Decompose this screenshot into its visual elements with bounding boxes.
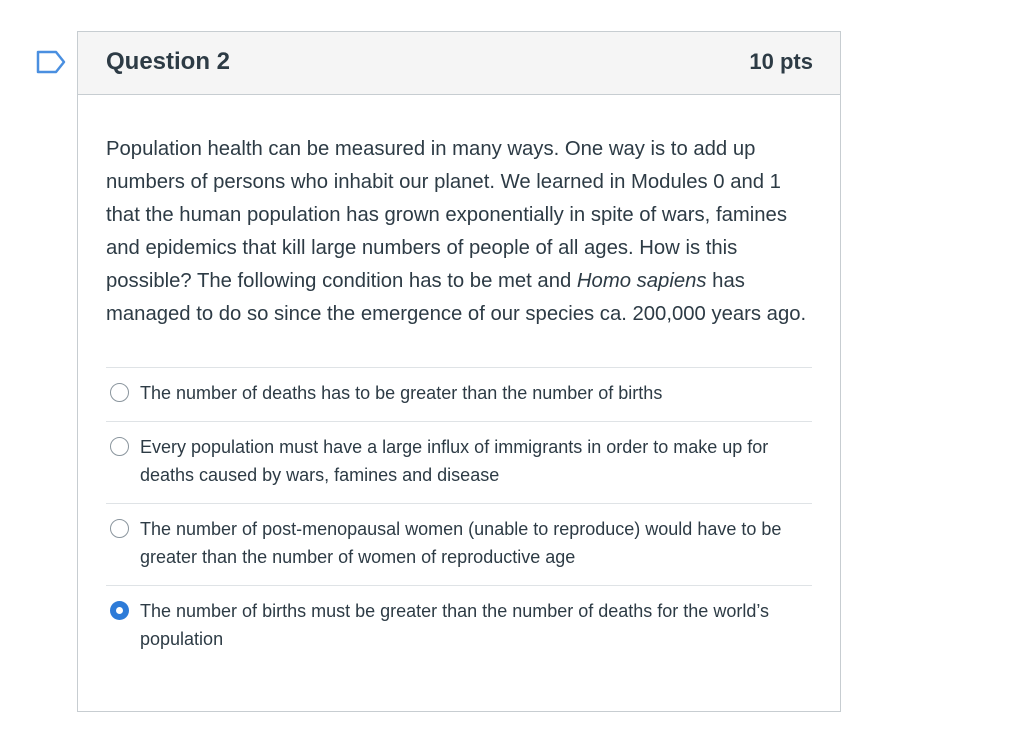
answer-label-4: The number of births must be greater than the number of deaths for the world’s population xyxy=(140,601,770,649)
flag-question-icon[interactable] xyxy=(36,50,66,74)
question-points: 10 pts xyxy=(749,49,813,74)
question-text-part2: has managed to do so since the emergence of our species ca. 200,000 years ago. xyxy=(106,270,807,325)
answer-option-2[interactable] xyxy=(106,422,812,504)
question-text-italic: Homo sapiens xyxy=(576,270,707,292)
answer-list xyxy=(106,367,812,667)
answer-label-1: The number of deaths has to be greater than the number of births xyxy=(140,383,663,403)
question-text xyxy=(106,133,812,331)
radio-button-4[interactable] xyxy=(110,601,129,620)
answer-option-3[interactable] xyxy=(106,504,812,586)
answer-label-2: Every population must have a large influx of immigrants in order to make up for deaths caused by wars, famines and disease xyxy=(140,437,769,485)
answer-option-4[interactable] xyxy=(106,586,812,667)
question-header xyxy=(78,32,840,95)
question-card xyxy=(77,31,841,712)
radio-button-2[interactable] xyxy=(110,437,129,456)
radio-button-1[interactable] xyxy=(110,383,129,402)
question-text-part1: Population health can be measured in many ways. One way is to add up numbers of persons who inhabit our planet. We learned in Modules 0 and 1 that the human population has grown exponentially in spite of wars, famines and epidemics that kill large numbers of people of all ages. How is this possible? The following condition has to be met and xyxy=(106,138,787,292)
question-body xyxy=(78,95,840,667)
answer-option-1[interactable] xyxy=(106,368,812,422)
question-title: Question 2 xyxy=(106,48,231,75)
answer-label-3: The number of post-menopausal women (unable to reproduce) would have to be greater than the number of women of reproductive age xyxy=(140,519,782,567)
radio-button-3[interactable] xyxy=(110,519,129,538)
